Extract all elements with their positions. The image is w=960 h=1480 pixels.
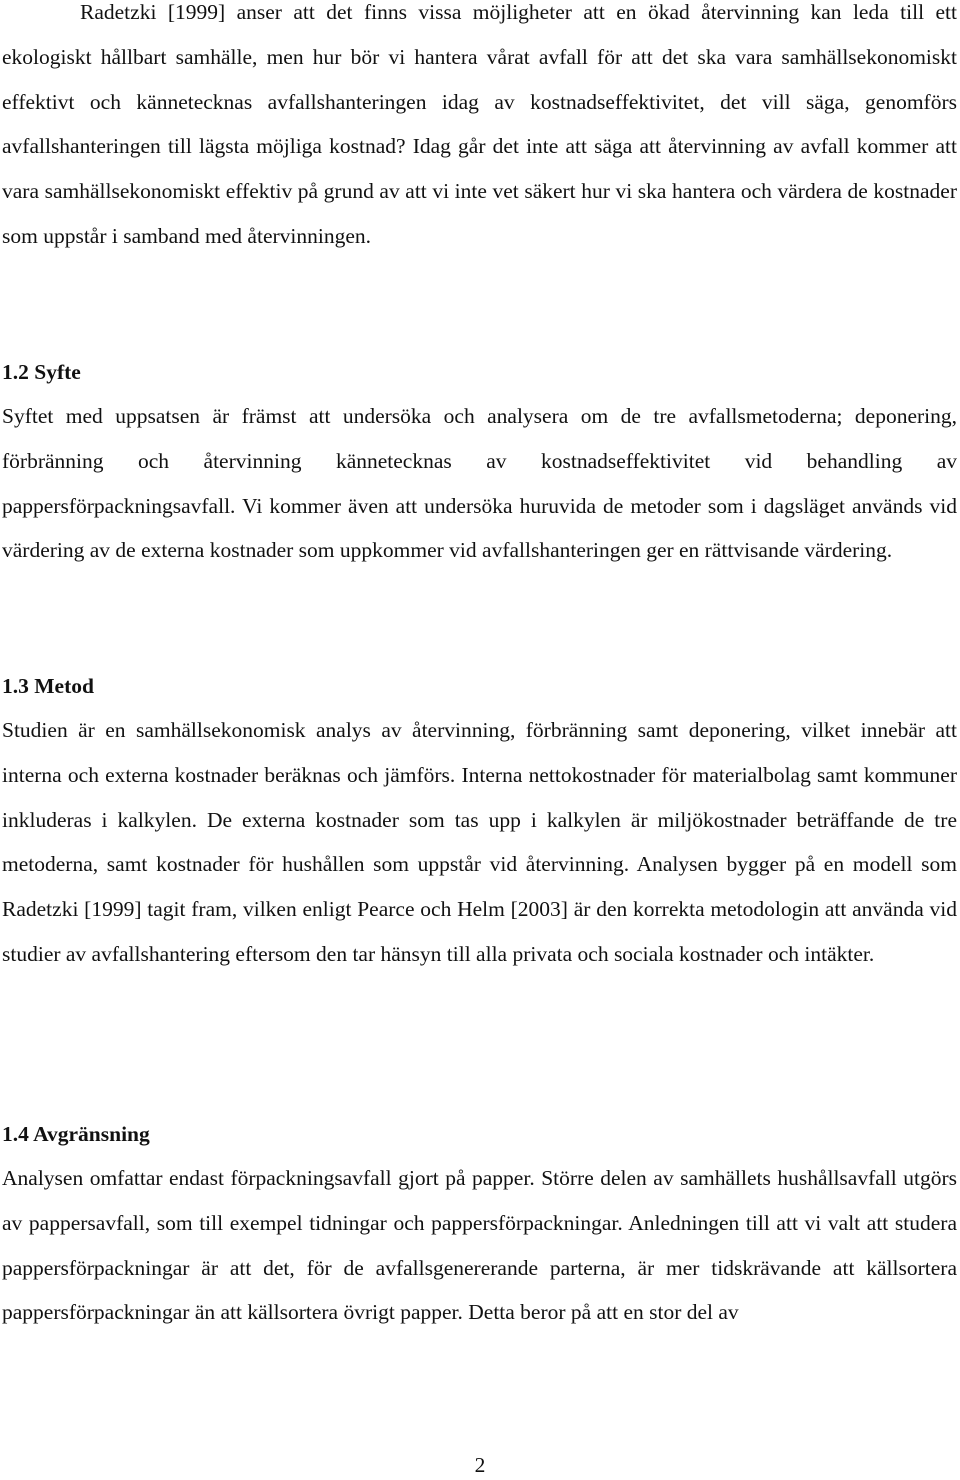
section-heading-metod: 1.3 Metod [2, 674, 94, 698]
intro-paragraph: Radetzki [1999] anser att det finns vissa möjligheter att en ökad återvinning kan leda till ett ekologiskt hållbart samhälle, men hur bör vi hantera vårat avfall för att det ska vara samhällsekonomiskt effektivt och kännetecknas avfallshanteringen idag av kostnadseffektivitet, det vill säga, genomförs avfallshanteringen till lägsta möjliga kostnad? Idag går det inte att säga att återvinning av avfall kommer att vara samhällsekonomiskt effektiv på grund av att vi inte vet säkert hur vi ska hantera och värdera de kostnader som uppstår i samband med återvinningen. [2, 0, 957, 248]
section-body-metod: Studien är en samhällsekonomisk analys av återvinning, förbränning samt deponering, vilket innebär att interna och externa kostnader beräknas och jämförs. Interna nettokostnader för materialbolag samt kommuner inkluderas i kalkylen. De externa kostnader som tas upp i kalkylen är miljökostnader beträffande de tre metoderna, samt kostnader för hushållen som uppstår vid återvinning. Analysen bygger på en modell som Radetzki [1999] tagit fram, vilken enligt Pearce och Helm [2003] är den korrekta metodologin att använda vid studier av avfallshantering eftersom den tar hänsyn till alla privata och sociala kostnader och intäkter. [2, 718, 957, 966]
section-heading-syfte: 1.2 Syfte [2, 360, 81, 384]
section-body-avgransning: Analysen omfattar endast förpackningsavfall gjort på papper. Större delen av samhällets hushållsavfall utgörs av pappersavfall, som till exempel tidningar och pappersförpackningar. Anledningen till att vi valt att studera pappersförpackningar är att det, för de avfallsgenererande parterna, är mer tidskrävande att källsortera pappersförpackningar än att källsortera övrigt papper. Detta beror på att en stor del av [2, 1166, 957, 1325]
page-number: 2 [474, 1453, 486, 1477]
section-body-syfte: Syftet med uppsatsen är främst att undersöka och analysera om de tre avfallsmetoderna; deponering, förbränning och återvinning kännetecknas av kostnadseffektivitet vid behandling av pappersförpackningsavfall. Vi kommer även att undersöka huruvida de metoder som i dagsläget används vid värdering av de externa kostnader som uppkommer vid avfallshanteringen ger en rättvisande värdering. [2, 404, 957, 563]
section-heading-avgransning: 1.4 Avgränsning [2, 1122, 150, 1146]
